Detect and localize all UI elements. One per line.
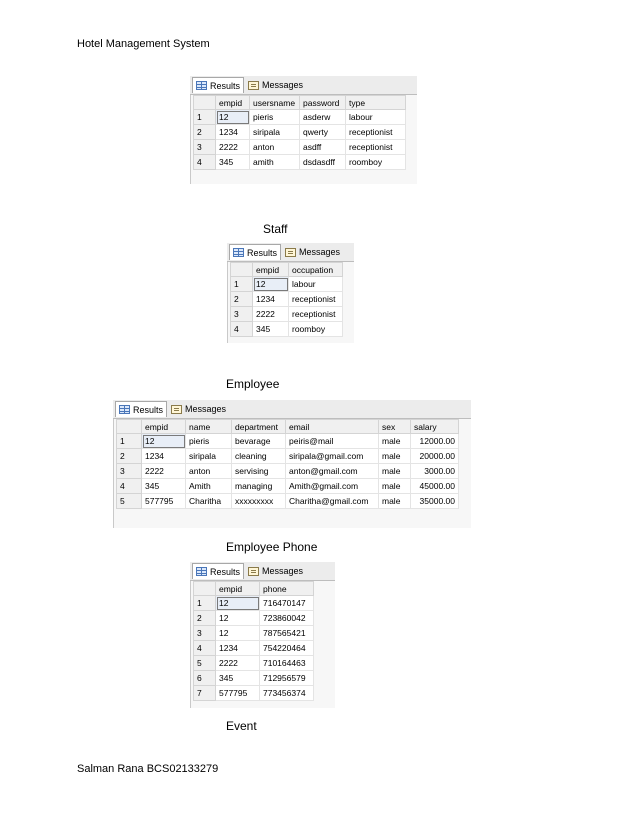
- employee-label: Employee: [226, 377, 280, 391]
- column-header[interactable]: empid: [216, 96, 250, 110]
- grid-cell[interactable]: 2222: [253, 307, 289, 322]
- grid-cell[interactable]: 35000.00: [411, 494, 459, 509]
- grid-cell[interactable]: 45000.00: [411, 479, 459, 494]
- row-number-cell[interactable]: 2: [194, 125, 216, 140]
- table-row[interactable]: [194, 626, 314, 641]
- grid-header-row: [194, 96, 406, 110]
- grid-cell[interactable]: Amith: [186, 479, 232, 494]
- grid-cell[interactable]: 787565421: [260, 626, 314, 641]
- grid-cell[interactable]: 12: [142, 434, 186, 449]
- grid-cell[interactable]: 2222: [142, 464, 186, 479]
- grid-cell[interactable]: 754220464: [260, 641, 314, 656]
- messages-tab[interactable]: [282, 244, 342, 260]
- column-header[interactable]: name: [186, 420, 232, 434]
- employee-phone-result-panel: [190, 562, 335, 708]
- results-tab[interactable]: [192, 563, 244, 579]
- column-header[interactable]: department: [232, 420, 286, 434]
- grid-cell[interactable]: 12: [216, 110, 250, 125]
- grid-cell[interactable]: male: [379, 494, 411, 509]
- grid-cell[interactable]: 20000.00: [411, 449, 459, 464]
- users-grid[interactable]: [193, 95, 406, 170]
- grid-cell[interactable]: receptionist: [289, 307, 343, 322]
- employee-result-panel: [113, 400, 471, 528]
- row-number-cell[interactable]: 5: [194, 656, 216, 671]
- row-number-cell[interactable]: 1: [194, 596, 216, 611]
- staff-result-panel: [227, 243, 354, 343]
- table-row[interactable]: [194, 671, 314, 686]
- grid-cell[interactable]: xxxxxxxxx: [232, 494, 286, 509]
- grid-icon: [196, 567, 207, 576]
- grid-cell[interactable]: peiris@mail: [286, 434, 379, 449]
- column-header[interactable]: usersname: [250, 96, 300, 110]
- grid-cell[interactable]: siripala@gmail.com: [286, 449, 379, 464]
- row-number-cell[interactable]: 4: [117, 479, 142, 494]
- results-tab[interactable]: [229, 244, 281, 260]
- column-header[interactable]: password: [300, 96, 346, 110]
- table-row[interactable]: [194, 155, 406, 170]
- table-row[interactable]: [194, 641, 314, 656]
- grid-cell[interactable]: anton@gmail.com: [286, 464, 379, 479]
- users-result-panel: [190, 76, 417, 184]
- column-header[interactable]: type: [346, 96, 406, 110]
- table-row[interactable]: [231, 322, 343, 337]
- grid-cell[interactable]: 1234: [216, 641, 260, 656]
- message-icon: [285, 248, 296, 257]
- results-tab[interactable]: [115, 401, 167, 417]
- table-row[interactable]: [194, 611, 314, 626]
- row-number-cell[interactable]: 5: [117, 494, 142, 509]
- results-tabbar: [190, 562, 335, 581]
- grid-cell[interactable]: 712956579: [260, 671, 314, 686]
- grid-cell[interactable]: pieris: [186, 434, 232, 449]
- grid-cell[interactable]: anton: [250, 140, 300, 155]
- results-tab-label: Results: [210, 80, 241, 91]
- grid-cell[interactable]: receptionist: [346, 125, 406, 140]
- event-label: Event: [226, 719, 257, 733]
- messages-tab[interactable]: [245, 77, 305, 93]
- row-number-cell[interactable]: 1: [117, 434, 142, 449]
- row-number-cell[interactable]: 3: [117, 464, 142, 479]
- grid-icon: [196, 81, 207, 90]
- grid-cell[interactable]: 1234: [253, 292, 289, 307]
- grid-cell[interactable]: asdff: [300, 140, 346, 155]
- grid-cell[interactable]: 710164463: [260, 656, 314, 671]
- grid-cell[interactable]: 723860042: [260, 611, 314, 626]
- grid-icon: [119, 405, 130, 414]
- column-header[interactable]: salary: [411, 420, 459, 434]
- staff-grid[interactable]: [230, 262, 343, 337]
- grid-corner-cell[interactable]: [117, 420, 142, 434]
- grid-cell[interactable]: roomboy: [289, 322, 343, 337]
- table-row[interactable]: [117, 494, 459, 509]
- table-row[interactable]: [117, 449, 459, 464]
- employee-phone-grid[interactable]: [193, 581, 314, 701]
- grid-cell[interactable]: pieris: [250, 110, 300, 125]
- message-icon: [248, 81, 259, 90]
- column-header[interactable]: empid: [216, 582, 260, 596]
- grid-cell[interactable]: male: [379, 464, 411, 479]
- row-number-cell[interactable]: 4: [231, 322, 253, 337]
- grid-cell[interactable]: 1234: [216, 125, 250, 140]
- grid-cell[interactable]: bevarage: [232, 434, 286, 449]
- results-tab-label: Results: [133, 404, 164, 415]
- grid-cell[interactable]: cleaning: [232, 449, 286, 464]
- grid-cell[interactable]: Amith@gmail.com: [286, 479, 379, 494]
- column-header[interactable]: occupation: [289, 263, 343, 277]
- employee-phone-label: Employee Phone: [226, 540, 318, 554]
- grid-cell[interactable]: 577795: [216, 686, 260, 701]
- results-tabbar: [227, 243, 354, 262]
- column-header[interactable]: sex: [379, 420, 411, 434]
- table-row[interactable]: [194, 110, 406, 125]
- message-icon: [248, 567, 259, 576]
- grid-cell[interactable]: labour: [346, 110, 406, 125]
- column-header[interactable]: empid: [142, 420, 186, 434]
- row-number-cell[interactable]: 3: [194, 140, 216, 155]
- staff-label: Staff: [263, 222, 288, 236]
- messages-tab-label: Messages: [262, 80, 304, 90]
- row-number-cell[interactable]: 1: [194, 110, 216, 125]
- grid-cell[interactable]: 345: [216, 671, 260, 686]
- table-row[interactable]: [117, 464, 459, 479]
- document-footer-author: Salman Rana BCS02133279: [77, 763, 219, 775]
- column-header[interactable]: empid: [253, 263, 289, 277]
- grid-cell[interactable]: 2222: [216, 140, 250, 155]
- table-row[interactable]: [194, 125, 406, 140]
- table-row[interactable]: [194, 140, 406, 155]
- grid-cell[interactable]: managing: [232, 479, 286, 494]
- grid-cell[interactable]: anton: [186, 464, 232, 479]
- table-row[interactable]: [117, 479, 459, 494]
- results-tab-label: Results: [210, 566, 241, 577]
- table-row[interactable]: [194, 656, 314, 671]
- row-number-cell[interactable]: 3: [194, 626, 216, 641]
- row-number-cell[interactable]: 2: [231, 292, 253, 307]
- results-tab[interactable]: [192, 77, 244, 93]
- grid-cell[interactable]: male: [379, 449, 411, 464]
- grid-cell[interactable]: 773456374: [260, 686, 314, 701]
- grid-cell[interactable]: asderw: [300, 110, 346, 125]
- grid-cell[interactable]: servising: [232, 464, 286, 479]
- grid-cell[interactable]: 345: [253, 322, 289, 337]
- table-row[interactable]: [117, 434, 459, 449]
- grid-cell[interactable]: 12: [216, 626, 260, 641]
- grid-header-row: [231, 263, 343, 277]
- grid-header-row: [194, 582, 314, 596]
- results-tabbar: [190, 76, 417, 95]
- grid-cell[interactable]: 12: [216, 596, 260, 611]
- grid-cell[interactable]: Charitha: [186, 494, 232, 509]
- grid-cell[interactable]: 12000.00: [411, 434, 459, 449]
- row-number-cell[interactable]: 1: [231, 277, 253, 292]
- grid-cell[interactable]: siripala: [250, 125, 300, 140]
- results-tab-label: Results: [247, 247, 278, 258]
- grid-corner-cell[interactable]: [194, 96, 216, 110]
- row-number-cell[interactable]: 2: [117, 449, 142, 464]
- table-row[interactable]: [194, 686, 314, 701]
- messages-tab[interactable]: [168, 401, 228, 417]
- grid-cell[interactable]: male: [379, 479, 411, 494]
- row-number-cell[interactable]: 4: [194, 155, 216, 170]
- grid-corner-cell[interactable]: [194, 582, 216, 596]
- table-row[interactable]: [194, 596, 314, 611]
- row-number-cell[interactable]: 3: [231, 307, 253, 322]
- grid-cell[interactable]: 345: [216, 155, 250, 170]
- grid-cell[interactable]: 1234: [142, 449, 186, 464]
- grid-cell[interactable]: 12: [253, 277, 289, 292]
- grid-cell[interactable]: 716470147: [260, 596, 314, 611]
- row-number-cell[interactable]: 7: [194, 686, 216, 701]
- table-row[interactable]: [231, 307, 343, 322]
- results-tabbar: [113, 400, 471, 419]
- messages-tab-label: Messages: [185, 404, 227, 414]
- messages-tab-label: Messages: [262, 566, 304, 576]
- row-number-cell[interactable]: 4: [194, 641, 216, 656]
- grid-cell[interactable]: amith: [250, 155, 300, 170]
- grid-cell[interactable]: male: [379, 434, 411, 449]
- table-row[interactable]: [231, 292, 343, 307]
- grid-cell[interactable]: 12: [216, 611, 260, 626]
- grid-cell[interactable]: siripala: [186, 449, 232, 464]
- column-header[interactable]: phone: [260, 582, 314, 596]
- grid-cell[interactable]: dsdasdff: [300, 155, 346, 170]
- grid-icon: [233, 248, 244, 257]
- grid-cell[interactable]: labour: [289, 277, 343, 292]
- grid-corner-cell[interactable]: [231, 263, 253, 277]
- grid-cell[interactable]: qwerty: [300, 125, 346, 140]
- employee-grid[interactable]: [116, 419, 459, 509]
- table-row[interactable]: [231, 277, 343, 292]
- messages-tab-label: Messages: [299, 247, 341, 257]
- document-header-title: Hotel Management System: [77, 38, 210, 50]
- grid-cell[interactable]: 2222: [216, 656, 260, 671]
- grid-cell[interactable]: roomboy: [346, 155, 406, 170]
- column-header[interactable]: email: [286, 420, 379, 434]
- row-number-cell[interactable]: 6: [194, 671, 216, 686]
- row-number-cell[interactable]: 2: [194, 611, 216, 626]
- grid-cell[interactable]: Charitha@gmail.com: [286, 494, 379, 509]
- message-icon: [171, 405, 182, 414]
- grid-cell[interactable]: 3000.00: [411, 464, 459, 479]
- grid-cell[interactable]: 577795: [142, 494, 186, 509]
- grid-cell[interactable]: 345: [142, 479, 186, 494]
- grid-header-row: [117, 420, 459, 434]
- messages-tab[interactable]: [245, 563, 305, 579]
- grid-cell[interactable]: receptionist: [289, 292, 343, 307]
- grid-cell[interactable]: receptionist: [346, 140, 406, 155]
